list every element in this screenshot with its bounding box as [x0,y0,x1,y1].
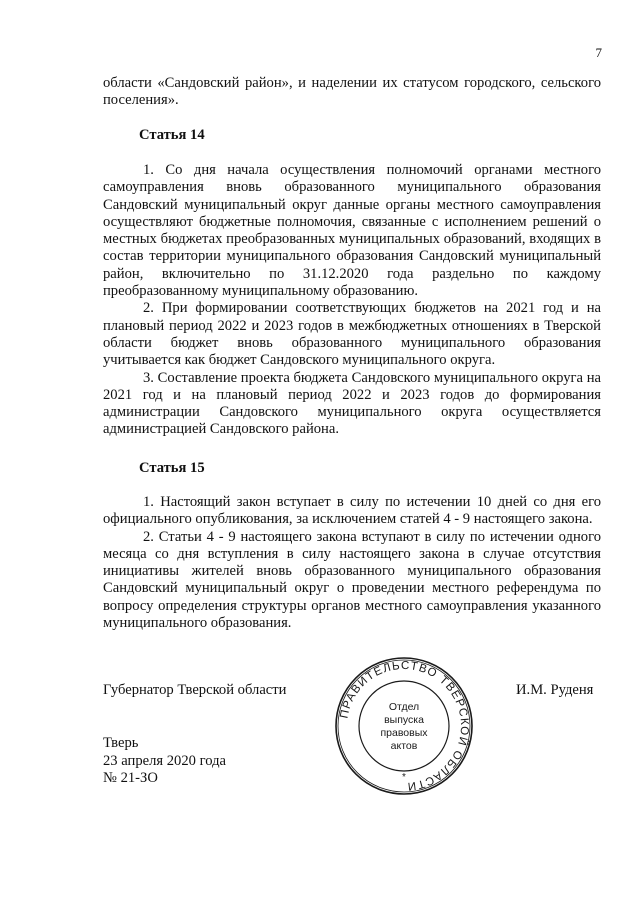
stamp-ring-text: ПРАВИТЕЛЬСТВО ТВЕРСКОЙ ОБЛАСТИ [338,659,471,793]
footer-city: Тверь [103,735,139,751]
footer-number: № 21-ЗО [103,770,158,786]
intro-paragraph-block [103,75,601,110]
article-15-paragraph-1: 1. Настоящий закон вступает в силу по истечении 10 дней со дня его официального опубликования, за исключением статей 4 - 9 настоящего закона. [103,494,601,528]
signatory-position: Губернатор Тверской области [103,682,287,698]
stamp-inner-ring [359,681,449,771]
stamp-line-3: правовых [380,727,428,739]
article-14-paragraph-1: 1. Со дня начала осуществления полномочий органами местного самоуправления вновь образованного муниципального образования Сандовский муниципальный округ данные органы местного самоуправления осуществляют бюджетные полномочия, связанные с исполнением решений о местных бюджетах преобразованных муниципальных образований, входящих в состав территории муниципального образования Сандовский муниципальный район, включительно по 31.12.2020 года раздельно по каждому преобразованному муниципальному образованию. [103,162,601,300]
stamp-star: * [402,772,406,783]
article-14-paragraph-3: 3. Составление проекта бюджета Сандовского муниципального округа на 2021 год и на плановый период 2022 и 2023 годов до формирования администрации Сандовского муниципального округа осуществляется администрацией Сандовского района. [103,369,601,438]
article-14-body [103,162,601,439]
stamp-line-4: актов [390,740,418,752]
document-footer [103,735,226,788]
official-stamp [334,656,474,796]
stamp-line-2: выпуска [384,714,424,726]
article-14-heading: Статья 14 [139,127,205,143]
article-14-paragraph-2: 2. При формировании соответствующих бюджетов на 2021 год и на плановый период 2022 и 2023 годов в межбюджетных отношениях в Тверской области бюджет вновь образованного муниципального образования учитывается как бюджет Сандовского муниципального округа. [103,300,601,369]
intro-paragraph: области «Сандовский район», и наделении их статусом городского, сельского поселения». [103,75,601,109]
page-number: 7 [595,45,602,60]
article-15-paragraph-2: 2. Статьи 4 - 9 настоящего закона вступают в силу по истечении одного месяца со дня вступления в силу настоящего закона в случае отсутствия инициативы жителей вновь образованного муниципального образования Сандовский муниципальный округ о проведении местного референдума по вопросу определения структуры органов местного самоуправления указанного муниципального образования. [103,528,601,632]
footer-date: 23 апреля 2020 года [103,752,226,769]
article-15-body [103,494,601,632]
article-15-heading: Статья 15 [139,460,205,476]
signatory-name: И.М. Руденя [516,682,594,698]
stamp-line-1: Отдел [388,701,420,713]
